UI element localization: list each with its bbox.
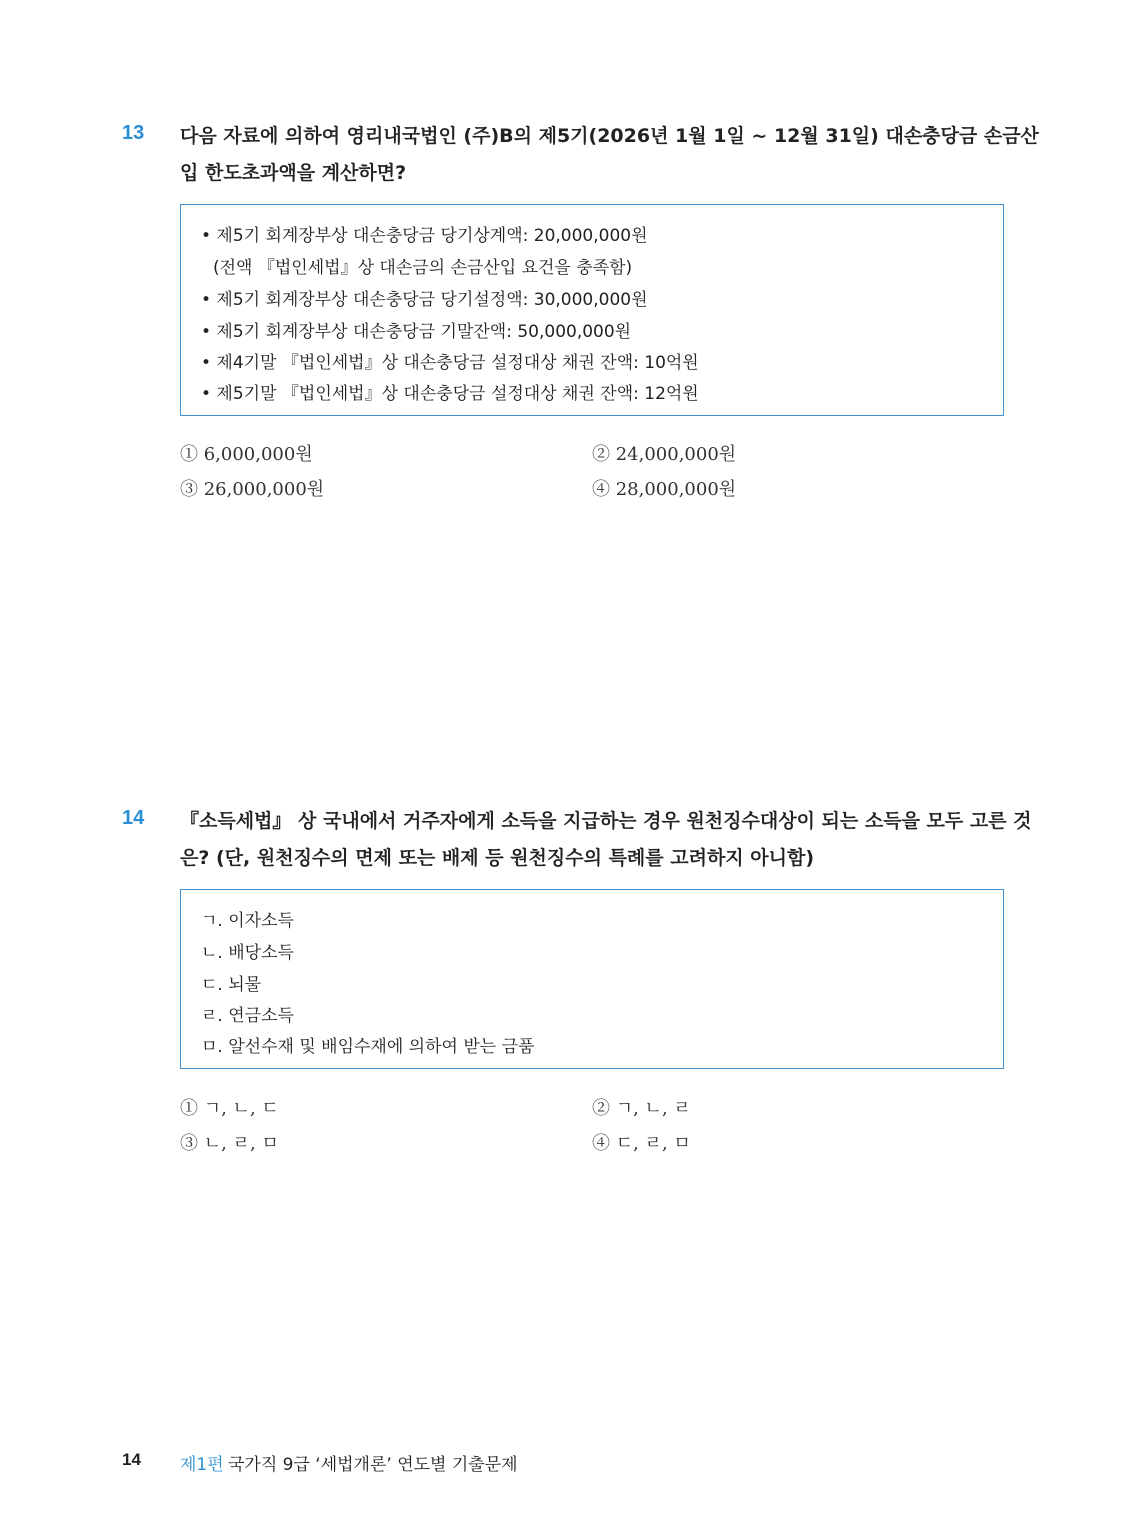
question-stem-line: 다음 자료에 의하여 영리내국법인 (주)B의 제5기(2026년 1월 1일 ~ 12월 31일) 대손충당금 손금산 xyxy=(180,125,1039,147)
box-line: • 제5기 회계장부상 대손충당금 당기설정액: 30,000,000원 xyxy=(201,290,648,310)
choice-3[interactable]: ③ ㄴ, ㄹ, ㅁ xyxy=(180,1133,279,1154)
choice-1[interactable]: ① 6,000,000원 xyxy=(180,444,313,465)
box-line: ㄴ. 배당소득 xyxy=(201,943,294,963)
box-line: • 제5기말 『법인세법』상 대손충당금 설정대상 채권 잔액: 12억원 xyxy=(201,384,699,404)
box-line: • 제4기말 『법인세법』상 대손충당금 설정대상 채권 잔액: 10억원 xyxy=(201,353,699,373)
data-box xyxy=(180,204,1004,416)
question-stem-line: 『소득세법』 상 국내에서 거주자에게 소득을 지급하는 경우 원천징수대상이 되는 소득을 모두 고른 것 xyxy=(180,810,1032,832)
footer-title: 국가직 9급 ‘세법개론’ 연도별 기출문제 xyxy=(228,1455,518,1475)
choice-2[interactable]: ② 24,000,000원 xyxy=(592,444,737,465)
footer-part-label: 제1편 xyxy=(180,1455,224,1475)
box-line: • 제5기 회계장부상 대손충당금 당기상계액: 20,000,000원 xyxy=(201,226,648,246)
box-line: ㅁ. 알선수재 및 배임수재에 의하여 받는 금품 xyxy=(201,1037,535,1057)
page-number: 14 xyxy=(122,1450,141,1469)
choice-2[interactable]: ② ㄱ, ㄴ, ㄹ xyxy=(592,1098,691,1119)
box-line: (전액 『법인세법』상 대손금의 손금산입 요건을 충족함) xyxy=(213,258,633,278)
question-13 xyxy=(122,118,1039,508)
box-line: ㄱ. 이자소득 xyxy=(201,911,294,931)
question-number: 14 xyxy=(122,807,145,829)
choice-4[interactable]: ④ 28,000,000원 xyxy=(592,479,737,500)
question-14 xyxy=(122,803,1032,1163)
question-stem-line: 입 한도초과액을 계산하면? xyxy=(180,162,407,184)
question-number: 13 xyxy=(122,122,145,144)
choice-4[interactable]: ④ ㄷ, ㄹ, ㅁ xyxy=(592,1133,691,1154)
choice-1[interactable]: ① ㄱ, ㄴ, ㄷ xyxy=(180,1098,279,1119)
box-line: ㄹ. 연금소득 xyxy=(201,1006,294,1026)
box-line: ㄷ. 뇌물 xyxy=(201,975,262,995)
choice-3[interactable]: ③ 26,000,000원 xyxy=(180,479,325,500)
question-stem-line: 은? (단, 원천징수의 면제 또는 배제 등 원천징수의 특례를 고려하지 아니함) xyxy=(180,847,815,869)
data-box xyxy=(180,889,1004,1069)
question-stem xyxy=(180,118,1039,192)
box-line: • 제5기 회계장부상 대손충당금 기말잔액: 50,000,000원 xyxy=(201,322,632,342)
question-stem xyxy=(180,803,1032,877)
